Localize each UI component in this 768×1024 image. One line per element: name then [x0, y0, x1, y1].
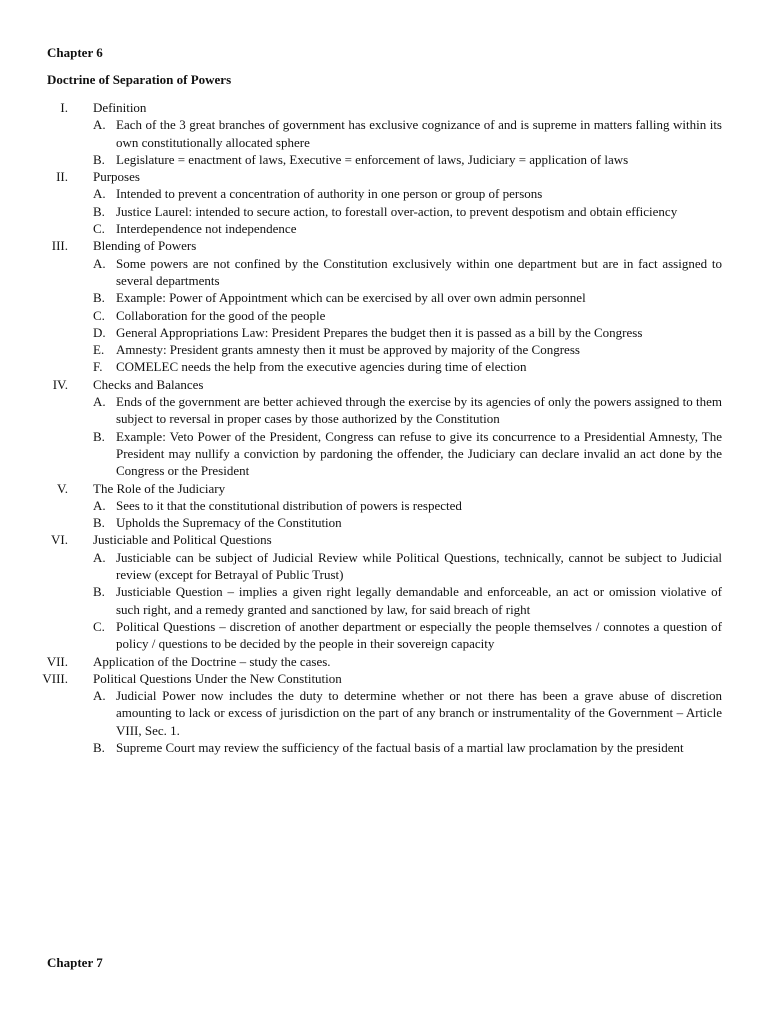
- item-text: Legislature = enactment of laws, Executive = enforcement of laws, Judiciary = application of laws: [116, 151, 629, 167]
- outline-section: [0, 670, 768, 756]
- item-text: General Appropriations Law: President Prepares the budget then it is passed as a bill by the Congress: [116, 324, 643, 340]
- outline-item: [0, 358, 768, 375]
- item-letter: C.: [93, 221, 105, 237]
- item-letter: B.: [93, 203, 105, 219]
- item-letter: C.: [93, 307, 105, 323]
- outline-item: [0, 116, 768, 151]
- item-text: Sees to it that the constitutional distribution of powers is respected: [116, 497, 462, 513]
- outline-section: [0, 376, 768, 480]
- item-text: Amnesty: President grants amnesty then it must be approved by majority of the Congress: [116, 342, 580, 358]
- outline-item: [0, 549, 768, 584]
- item-letter: A.: [93, 186, 106, 202]
- item-text: Justiciable Question – implies a given right legally demandable and enforceable, an act or omission violative of such right, and a remedy granted and sanctioned by law, for said breach of right: [116, 584, 722, 617]
- outline-item: [0, 618, 768, 653]
- item-letter: A.: [93, 497, 106, 513]
- item-letter: C.: [93, 618, 105, 634]
- section-title: The Role of the Judiciary: [93, 480, 226, 496]
- outline-item: [0, 739, 768, 756]
- outline-item: [0, 341, 768, 358]
- item-letter: A.: [93, 394, 106, 410]
- section-number: VII.: [46, 653, 68, 669]
- outline-item: [0, 497, 768, 514]
- item-text: Interdependence not independence: [116, 221, 297, 237]
- item-letter: A.: [93, 117, 106, 133]
- outline-item: [0, 203, 768, 220]
- section-number: III.: [51, 238, 68, 254]
- item-text: Upholds the Supremacy of the Constitution: [116, 515, 342, 531]
- outline-item: [0, 307, 768, 324]
- item-letter: F.: [93, 359, 103, 375]
- section-title: Justiciable and Political Questions: [93, 532, 272, 548]
- section-title: Definition: [93, 100, 147, 115]
- item-text: Each of the 3 great branches of government has exclusive cognizance of and is supreme in matters falling within its own constitutionally allocated sphere: [116, 117, 722, 150]
- item-text: COMELEC needs the help from the executive agencies during time of election: [116, 359, 527, 375]
- outline-item: [0, 514, 768, 531]
- item-letter: A.: [93, 549, 106, 565]
- item-text: Justice Laurel: intended to secure action, to forestall over-action, to prevent despotism and obtain efficiency: [116, 203, 678, 219]
- item-letter: E.: [93, 342, 105, 358]
- section-title: Application of the Doctrine – study the cases.: [93, 653, 331, 669]
- item-letter: B.: [93, 290, 105, 306]
- item-text: Example: Power of Appointment which can be exercised by all over own admin personnel: [116, 290, 586, 306]
- outline-section: [0, 237, 768, 375]
- outline-list: [0, 99, 768, 756]
- item-letter: B.: [93, 515, 105, 531]
- item-letter: B.: [93, 739, 105, 755]
- item-text: Supreme Court may review the sufficiency of the factual basis of a martial law proclamation by the president: [116, 739, 684, 755]
- item-text: Ends of the government are better achieved through the exercise by its agencies of only the powers assigned to them subject to reversal in proper cases by those authorized by the Constitution: [116, 394, 722, 427]
- section-number: II.: [56, 169, 68, 185]
- section-title: Political Questions Under the New Constitution: [93, 670, 342, 686]
- item-letter: B.: [93, 428, 105, 444]
- outline-item: [0, 220, 768, 237]
- item-letter: B.: [93, 584, 105, 600]
- section-number: IV.: [52, 376, 68, 392]
- outline-item: [0, 428, 768, 480]
- item-letter: D.: [93, 324, 106, 340]
- outline-section: [0, 99, 768, 168]
- outline-item: [0, 185, 768, 202]
- item-text: Intended to prevent a concentration of authority in one person or group of persons: [116, 186, 543, 202]
- outline-item: [0, 324, 768, 341]
- outline-item: [0, 583, 768, 618]
- item-text: Political Questions – discretion of another department or especially the people themselves / connotes a question of policy / questions to be decided by the people in their sovereign capacity: [116, 618, 722, 652]
- section-number: I.: [60, 100, 68, 115]
- outline-section: [0, 480, 768, 532]
- section-number: V.: [57, 480, 68, 496]
- section-title: Checks and Balances: [93, 376, 204, 392]
- section-title: Blending of Powers: [93, 238, 197, 254]
- item-letter: B.: [93, 151, 105, 167]
- item-text: Some powers are not confined by the Constitution exclusively within one department but are in fact assigned to several departments: [116, 255, 722, 288]
- outline-section: [0, 653, 768, 670]
- section-title: Purposes: [93, 169, 140, 185]
- outline-item: [0, 393, 768, 428]
- section-number: VI.: [51, 532, 68, 548]
- outline-section: [0, 531, 768, 652]
- chapter-7-heading: Chapter 7: [47, 955, 103, 970]
- item-letter: A.: [93, 688, 106, 704]
- outline-item: [0, 687, 768, 739]
- outline-item: [0, 255, 768, 290]
- item-text: Collaboration for the good of the people: [116, 307, 326, 323]
- outline-item: [0, 289, 768, 306]
- outline-section: [0, 168, 768, 237]
- item-letter: A.: [93, 255, 106, 271]
- section-number: VIII.: [42, 670, 68, 686]
- chapter-6-heading: Chapter 6: [47, 45, 103, 60]
- item-text: Judicial Power now includes the duty to determine whether or not there has been a grave abuse of discretion amounting to lack or excess of jurisdiction on the part of any branch or instrumentality of the Government – Article VIII, Sec. 1.: [116, 688, 722, 738]
- item-text: Justiciable can be subject of Judicial Review while Political Questions, technically, cannot be subject to Judicial review (except for Betrayal of Public Trust): [116, 549, 722, 583]
- outline-item: [0, 151, 768, 168]
- document-title: Doctrine of Separation of Powers: [47, 72, 232, 87]
- item-text: Example: Veto Power of the President, Congress can refuse to give its concurrence to a Presidential Amnesty, The President may nullify a conviction by pardoning the offender, the Judiciary can declare invalid an act done by the Congress or the President: [116, 428, 722, 479]
